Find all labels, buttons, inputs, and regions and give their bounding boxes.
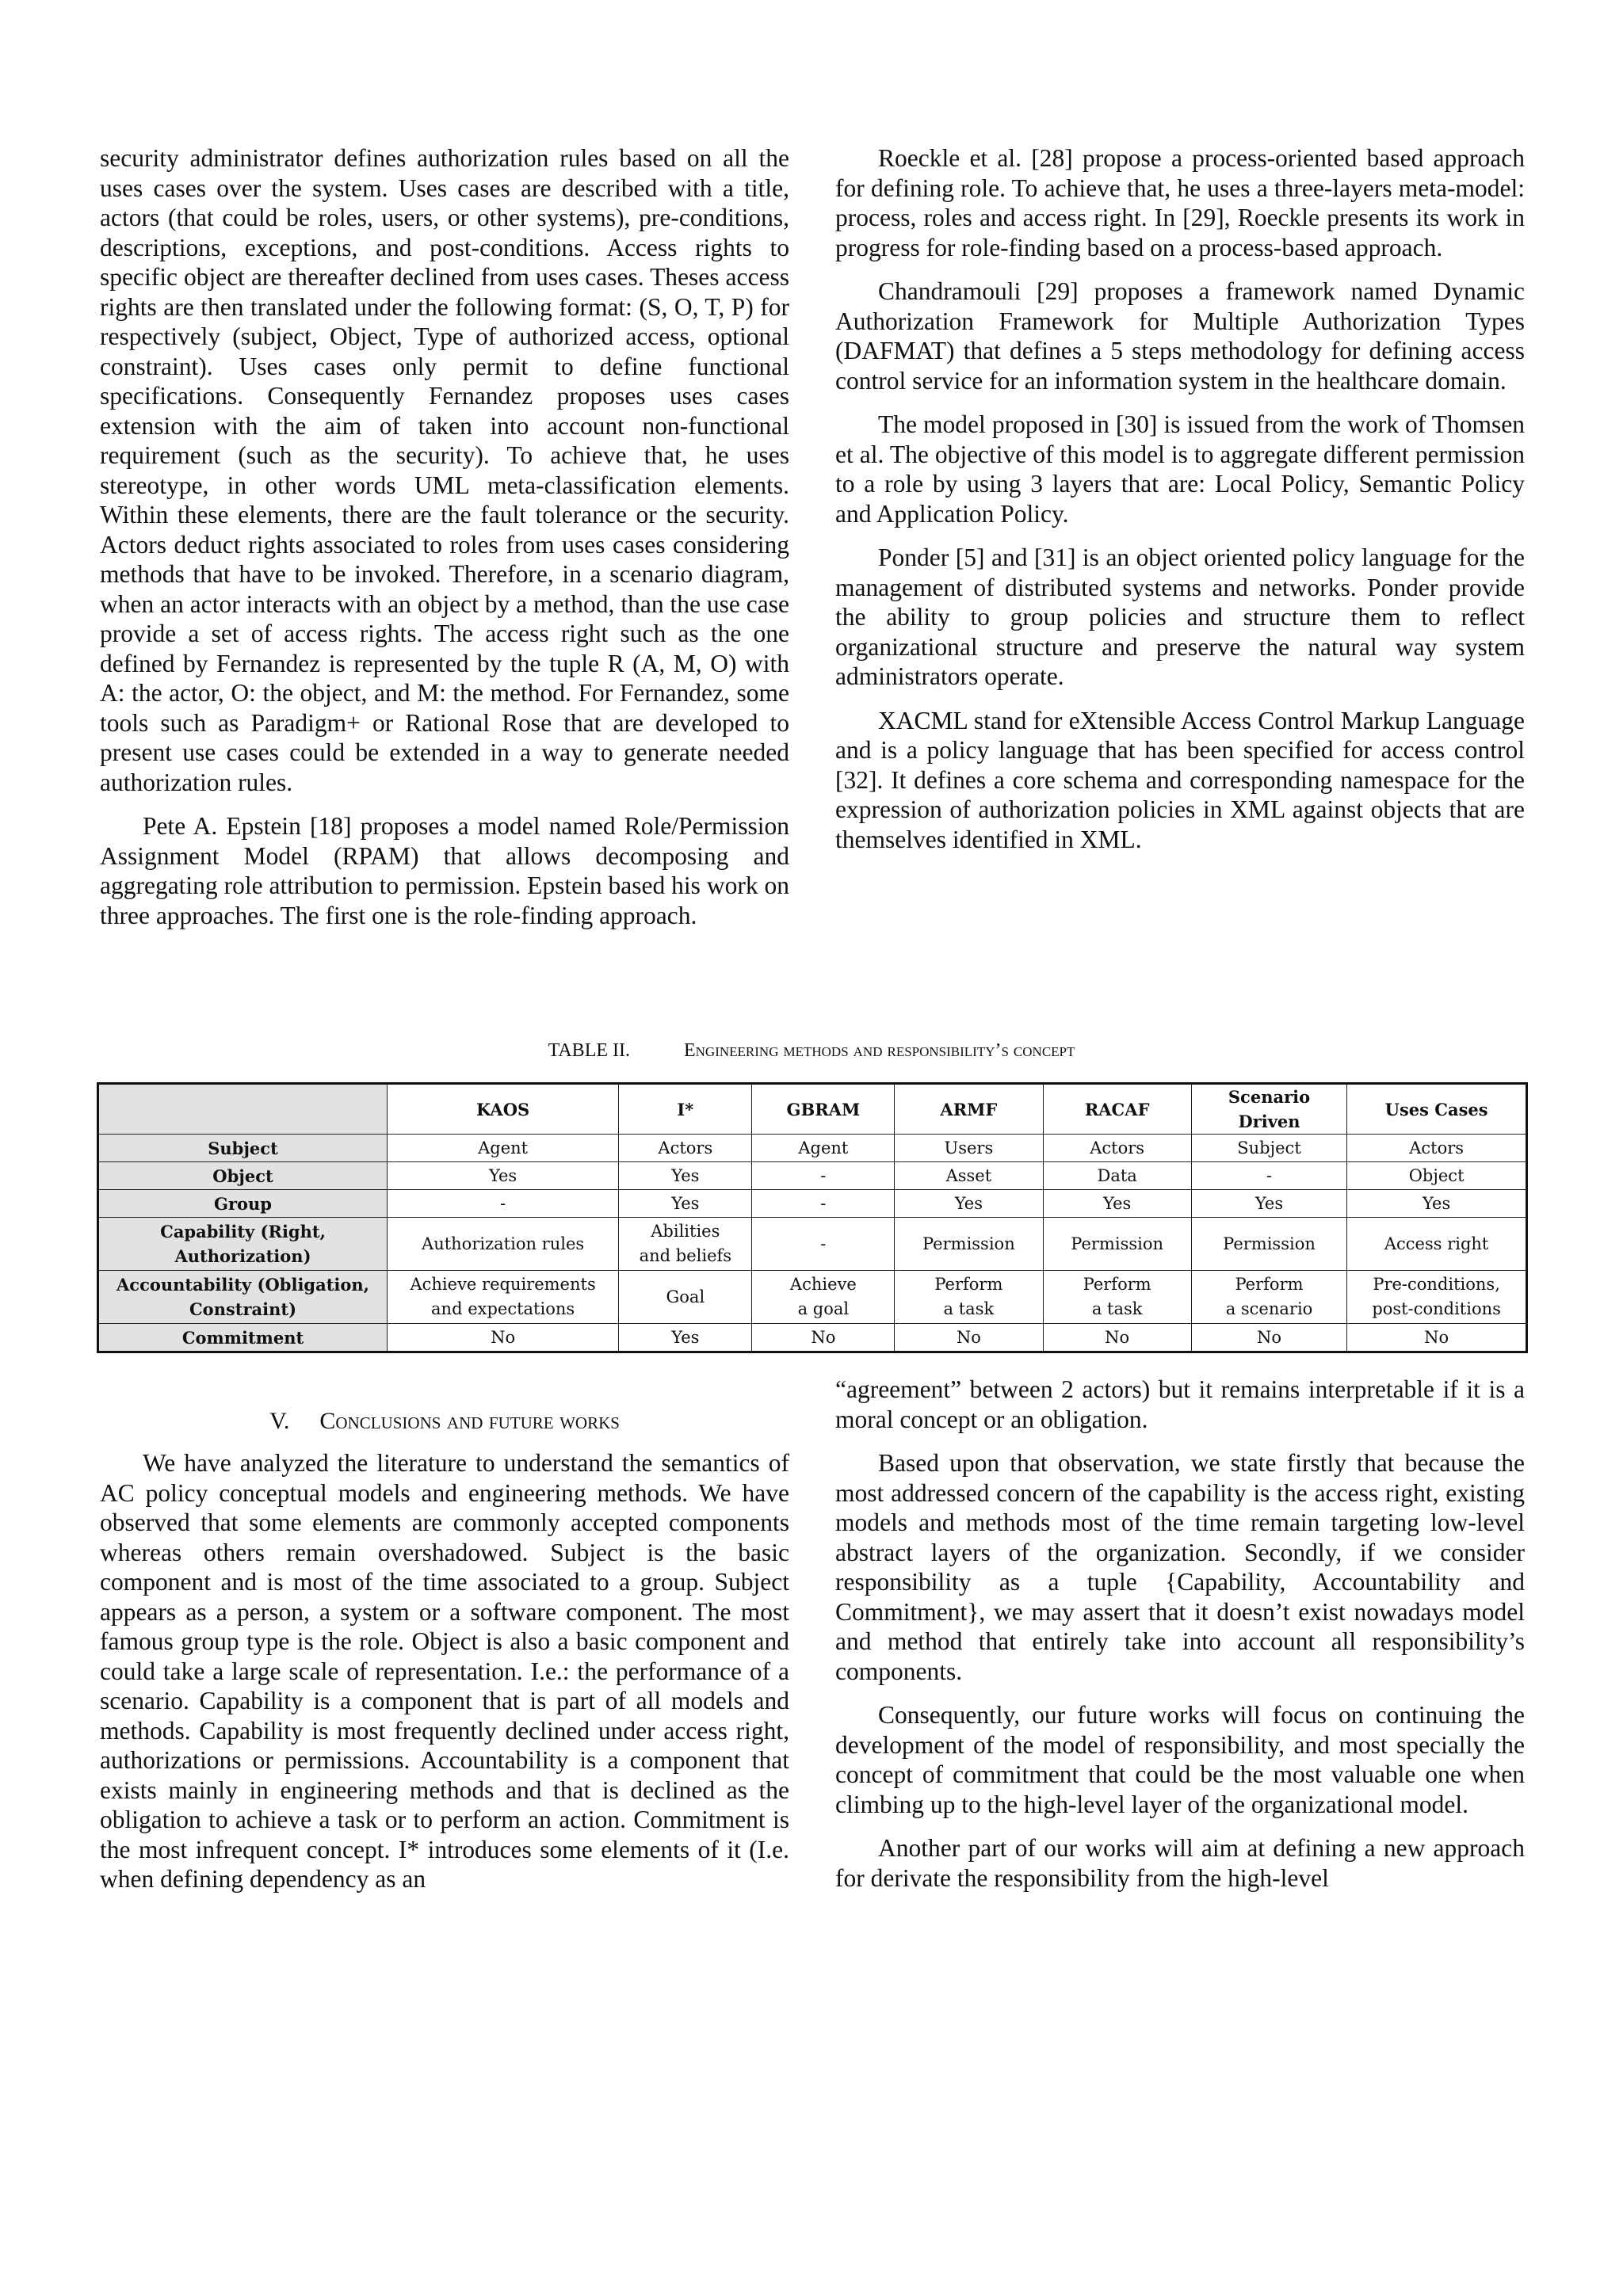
table-cell: [752, 1271, 895, 1324]
cell-line: Yes: [1103, 1193, 1132, 1213]
cell-line: Actors: [1090, 1138, 1145, 1158]
table-cell: [1191, 1218, 1346, 1271]
cell-line: a scenario: [1225, 1299, 1313, 1318]
cell-line: No: [956, 1327, 981, 1347]
table-cell: [388, 1190, 619, 1218]
row-header-line: Group: [214, 1193, 272, 1214]
table-body: [98, 1135, 1527, 1352]
cell-line: No: [1257, 1327, 1282, 1347]
table-number: TABLE II.: [548, 1040, 630, 1061]
cell-line: Users: [944, 1138, 994, 1158]
table-cell: [1191, 1324, 1346, 1352]
row-header-line: Capability (Right,: [160, 1222, 326, 1241]
cell-line: Agent: [798, 1138, 849, 1158]
cell-line: No: [1424, 1327, 1449, 1347]
table-cell: [619, 1190, 752, 1218]
row-header-line: Constraint): [189, 1299, 297, 1319]
table-cell: [619, 1324, 752, 1352]
row-header-line: Authorization): [174, 1246, 311, 1266]
cell-line: Agent: [478, 1138, 529, 1158]
cell-line: -: [500, 1193, 506, 1213]
table-cell: [388, 1271, 619, 1324]
table-cell: [895, 1190, 1043, 1218]
table-row: [98, 1218, 1527, 1271]
column-header: RACAF: [1043, 1084, 1191, 1135]
table-cell: [619, 1162, 752, 1190]
table-cell: [1347, 1218, 1527, 1271]
table-cell: [388, 1135, 619, 1162]
column-header: Uses Cases: [1347, 1084, 1527, 1135]
table-cell: [1043, 1218, 1191, 1271]
table-cell: [619, 1135, 752, 1162]
cell-line: Permission: [922, 1234, 1015, 1253]
cell-line: a task: [1091, 1299, 1143, 1318]
paragraph: “agreement” between 2 actors) but it remains interpretable if it is a moral concept or an obligation.: [835, 1375, 1525, 1433]
paragraph: security administrator defines authorization rules based on all the uses cases over the system. Uses cases are described with a title, actors (that could be roles, users, or other systems), pre-conditions, descriptions, exceptions, and post-conditions. Access rights to specific object are thereafter declined from uses cases. Theses access rights are then translated under the following format: (S, O, T, P) for respectively (subject, Object, Type of authorized access, optional constraint). Uses cases only permit to define functional specifications. Consequently Fernandez proposes uses cases extension with the aim of taken into account non-functional requirement (such as the security). To achieve that, he uses stereotype, in other words UML meta-classification elements. Within these elements, there are the fault tolerance or the security. Actors deduct rights associated to roles from uses cases considering methods that have to be invoked. Therefore, in a scenario diagram, when an actor interacts with an object by a method, than the use case provide a set of access rights. The access right such as the one defined by Fernandez is represented by the tuple R (A, M, O) with A: the actor, O: the object, and M: the method. For Fernandez, some tools such as Paradigm+ or Rational Rose that are developed to present use cases could be extended in a way to generate needed authorization rules.: [100, 144, 789, 796]
table-cell: [1043, 1162, 1191, 1190]
column-header: GBRAM: [752, 1084, 895, 1135]
table-cell: [1191, 1135, 1346, 1162]
table-cell: [1347, 1135, 1527, 1162]
cell-line: Permission: [1071, 1234, 1164, 1253]
cell-line: -: [1266, 1165, 1273, 1185]
paragraph: Ponder [5] and [31] is an object oriented policy language for the management of distributed systems and networks. Ponder provide the ability to group policies and structure them to reflect organizational structure and preserve the natural way system administrators operate.: [835, 543, 1525, 690]
table-cell: [752, 1135, 895, 1162]
cell-line: No: [811, 1327, 836, 1347]
cell-line: a goal: [797, 1299, 850, 1318]
table-cell: [895, 1271, 1043, 1324]
cell-line: No: [491, 1327, 516, 1347]
right-column-top: [835, 143, 1525, 868]
table-cell: [619, 1271, 752, 1324]
row-header: [98, 1190, 388, 1218]
table-cell: [619, 1218, 752, 1271]
cell-line: Subject: [1237, 1138, 1301, 1158]
table-title: Engineering methods and responsibility’s concept: [684, 1040, 1075, 1061]
table-cell: [1043, 1190, 1191, 1218]
left-column-top: [100, 143, 789, 944]
table-cell: [1043, 1135, 1191, 1162]
table-cell: [1347, 1271, 1527, 1324]
cell-line: Object: [1408, 1165, 1465, 1185]
cell-line: Data: [1097, 1165, 1137, 1185]
cell-line: -: [820, 1193, 827, 1213]
table-cell: [1043, 1271, 1191, 1324]
paragraph: Roeckle et al. [28] propose a process-oriented based approach for defining role. To achieve that, he uses a three-layers meta-model: process, roles and access right. In [29], Roeckle presents its work in progress for role-finding based on a process-based approach.: [835, 144, 1525, 261]
cell-line: -: [820, 1165, 827, 1185]
table-cell: [895, 1162, 1043, 1190]
cell-line: Actors: [1409, 1138, 1465, 1158]
cell-line: Yes: [488, 1165, 517, 1185]
cell-line: Yes: [671, 1165, 700, 1185]
section-title: Conclusions and future works: [319, 1408, 620, 1434]
row-header-line: Commitment: [181, 1327, 304, 1348]
row-header: [98, 1135, 388, 1162]
row-header: [98, 1218, 388, 1271]
table-row: [98, 1162, 1527, 1190]
cell-line: Yes: [1254, 1193, 1284, 1213]
row-header-line: Object: [212, 1165, 273, 1186]
table-cell: [1043, 1324, 1191, 1352]
row-header: [98, 1271, 388, 1324]
table-corner-cell: [98, 1084, 388, 1135]
cell-line: Achieve: [789, 1275, 857, 1294]
cell-line: Pre-conditions,: [1373, 1275, 1500, 1294]
table-row: [98, 1190, 1527, 1218]
column-header: I*: [619, 1084, 752, 1135]
paragraph: Consequently, our future works will focus on continuing the development of the model of responsibility, and most specially the concept of commitment that could be the most valuable one when climbing up to the high-level layer of the organizational model.: [835, 1701, 1525, 1818]
paragraph: Another part of our works will aim at defining a new approach for derivate the responsibility from the high-level: [835, 1834, 1525, 1892]
cell-line: Yes: [671, 1193, 700, 1213]
table-cell: [1347, 1162, 1527, 1190]
row-header-line: Accountability (Obligation,: [116, 1275, 369, 1295]
section-number: V.: [269, 1408, 290, 1434]
cell-line: Yes: [1422, 1193, 1451, 1213]
cell-line: Goal: [666, 1287, 705, 1306]
cell-line: Yes: [671, 1327, 700, 1347]
paragraph: Chandramouli [29] proposes a framework named Dynamic Authorization Framework for Multiple Authorization Types (DAFMAT) that defines a 5 steps methodology for defining access control service for an information system in the healthcare domain.: [835, 277, 1525, 395]
table-cell: [388, 1324, 619, 1352]
left-column-bottom: [100, 1448, 789, 1909]
cell-line: Perform: [1235, 1275, 1304, 1294]
cell-line: Authorization rules: [422, 1234, 585, 1253]
paragraph: We have analyzed the literature to understand the semantics of AC policy conceptual models and engineering methods. We have observed that some elements are commonly accepted components whereas others remain overshadowed. Subject is the basic component and is most of the time associated to a group. Subject appears as a person, a system or a software component. The most famous group type is the role. Object is also a basic component and could take a large scale of representation. I.e.: the performance of a scenario. Capability is a component that is part of all models and methods. Capability is most frequently declined under access right, authorizations or permissions. Accountability is a component that exists mainly in engineering methods and that is declined as the obligation to achieve a task or to perform an action. Commitment is the most infrequent concept. I* introduces some elements of it (I.e. when defining dependency as an: [100, 1449, 789, 1893]
cell-line: Achieve requirements: [410, 1275, 596, 1294]
cell-line: Permission: [1223, 1234, 1316, 1253]
table-cell: [1191, 1271, 1346, 1324]
cell-line: Actors: [658, 1138, 713, 1158]
table-cell: [752, 1218, 895, 1271]
table-caption: [0, 1040, 1623, 1062]
cell-line: Access right: [1384, 1234, 1489, 1253]
paragraph: XACML stand for eXtensible Access Control Markup Language and is a policy language that has been specified for access control [32]. It defines a core schema and corresponding namespace for the expression of authorization policies in XML against objects that are themselves identified in XML.: [835, 706, 1525, 853]
cell-line: Yes: [954, 1193, 983, 1213]
table-row: [98, 1271, 1527, 1324]
paragraph: The model proposed in [30] is issued from the work of Thomsen et al. The objective of this model is to aggregate different permission to a role by using 3 layers that are: Local Policy, Semantic Policy and Application Policy.: [835, 410, 1525, 528]
table-cell: [1191, 1190, 1346, 1218]
cell-line: Perform: [934, 1275, 1003, 1294]
cell-line: -: [820, 1234, 827, 1253]
table-cell: [895, 1135, 1043, 1162]
cell-line: Perform: [1083, 1275, 1151, 1294]
table-row: [98, 1135, 1527, 1162]
table-cell: [752, 1190, 895, 1218]
table-cell: [1347, 1324, 1527, 1352]
row-header: [98, 1324, 388, 1352]
row-header: [98, 1162, 388, 1190]
cell-line: and expectations: [431, 1299, 575, 1318]
row-header-line: Subject: [208, 1138, 278, 1158]
paragraph: Pete A. Epstein [18] proposes a model named Role/Permission Assignment Model (RPAM) that allows decomposing and aggregating role attribution to permission. Epstein based his work on three approaches. The first one is the role-finding approach.: [100, 812, 789, 929]
table-cell: [895, 1218, 1043, 1271]
column-header: Scenario Driven: [1191, 1084, 1346, 1135]
column-header: ARMF: [895, 1084, 1043, 1135]
table-cell: [752, 1162, 895, 1190]
cell-line: a task: [943, 1299, 995, 1318]
table-cell: [1191, 1162, 1346, 1190]
comparison-table: [97, 1082, 1528, 1353]
table-cell: [388, 1218, 619, 1271]
cell-line: Abilities: [651, 1222, 720, 1241]
right-column-bottom: [835, 1375, 1525, 1907]
table-cell: [388, 1162, 619, 1190]
cell-line: Asset: [945, 1165, 992, 1185]
table-cell: [752, 1324, 895, 1352]
table-row: [98, 1324, 1527, 1352]
section-heading: [100, 1408, 789, 1435]
cell-line: No: [1105, 1327, 1130, 1347]
column-header: KAOS: [388, 1084, 619, 1135]
table-cell: [895, 1324, 1043, 1352]
cell-line: post-conditions: [1372, 1299, 1501, 1318]
cell-line: and beliefs: [639, 1246, 732, 1265]
paragraph: Based upon that observation, we state firstly that because the most addressed concern of the capability is the access right, existing models and methods most of the time remain targeting low-level abstract layers of the organization. Secondly, if we consider responsibility as a tuple {Capability, Accountability and Commitment}, we may assert that it doesn’t exist nowadays model and method that entirely take into account all responsibility’s components.: [835, 1449, 1525, 1685]
table-cell: [1347, 1190, 1527, 1218]
table-header-row: [98, 1084, 1527, 1135]
